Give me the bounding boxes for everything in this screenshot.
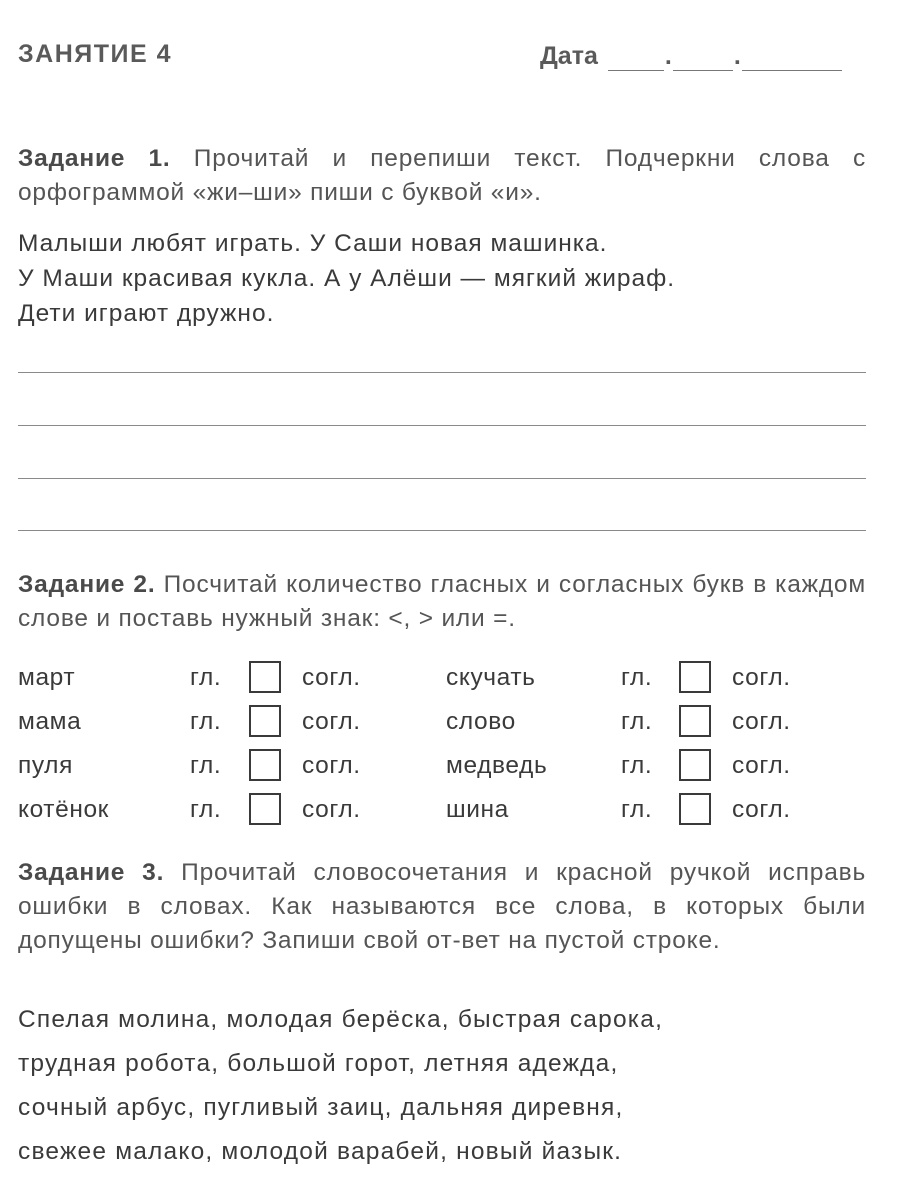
word: медведь: [446, 752, 548, 779]
comparison-row: [0, 658, 900, 698]
answer-line[interactable]: [18, 478, 866, 479]
comparison-box[interactable]: [249, 661, 281, 693]
date-label: Дата: [540, 42, 598, 70]
comparison-box[interactable]: [249, 793, 281, 825]
vowel-abbr: гл.: [621, 796, 653, 823]
consonant-abbr: согл.: [732, 708, 791, 735]
consonant-abbr: согл.: [732, 752, 791, 779]
comparison-box[interactable]: [679, 705, 711, 737]
word: мама: [18, 708, 82, 735]
lesson-title: ЗАНЯТИЕ 4: [18, 40, 173, 68]
date-day-blank[interactable]: [608, 44, 664, 71]
date-field: [540, 42, 842, 71]
comparison-row: [0, 702, 900, 742]
task-1-instruction: [18, 142, 866, 210]
vowel-abbr: гл.: [190, 752, 222, 779]
comparison-box[interactable]: [679, 793, 711, 825]
word: котёнок: [18, 796, 110, 823]
date-separator: .: [733, 42, 741, 70]
phrase-line: сочный арбус, пугливый заиц, дальняя диревня,: [18, 1094, 624, 1121]
vowel-abbr: гл.: [190, 796, 222, 823]
consonant-abbr: согл.: [302, 752, 361, 779]
word: скучать: [446, 664, 536, 691]
consonant-abbr: согл.: [302, 796, 361, 823]
vowel-abbr: гл.: [621, 664, 653, 691]
word: март: [18, 664, 76, 691]
word: шина: [446, 796, 509, 823]
consonant-abbr: согл.: [732, 796, 791, 823]
date-separator: .: [664, 42, 672, 70]
task-2-instruction: [18, 568, 866, 636]
phrase-line: Спелая молина, молодая берёска, быстрая сарока,: [18, 1006, 664, 1033]
task-1-text: Прочитай и перепиши текст. Подчеркни слова с орфограммой «жи–ши» пиши с буквой «и».: [18, 145, 867, 206]
vowel-abbr: гл.: [190, 664, 222, 691]
answer-line[interactable]: [18, 425, 866, 426]
consonant-abbr: согл.: [732, 664, 791, 691]
task-1-passage-line: Малыши любят играть. У Саши новая машинка.: [18, 230, 608, 257]
word: слово: [446, 708, 516, 735]
date-month-blank[interactable]: [673, 44, 733, 71]
phrase-line: трудная робота, большой горот, летняя адежда,: [18, 1050, 619, 1077]
task-3-instruction: [18, 856, 866, 958]
task-1-label: Задание 1.: [18, 145, 171, 172]
task-1-passage-line: Дети играют дружно.: [18, 300, 275, 327]
word: пуля: [18, 752, 73, 779]
answer-line[interactable]: [18, 530, 866, 531]
consonant-abbr: согл.: [302, 708, 361, 735]
vowel-abbr: гл.: [621, 752, 653, 779]
task-2-label: Задание 2.: [18, 571, 156, 598]
task-3-text: Прочитай словосочетания и красной ручкой исправь ошибки в словах. Как называются все слова, в которых были допущены ошибки? Запиши свой от-вет на пустой строке.: [18, 859, 867, 954]
task-3-label: Задание 3.: [18, 859, 165, 886]
comparison-box[interactable]: [249, 705, 281, 737]
vowel-abbr: гл.: [190, 708, 222, 735]
phrase-line: свежее малако, молодой варабей, новый йазык.: [18, 1138, 623, 1165]
comparison-box[interactable]: [249, 749, 281, 781]
date-year-blank[interactable]: [742, 44, 842, 71]
vowel-abbr: гл.: [621, 708, 653, 735]
task-1-passage-line: У Маши красивая кукла. А у Алёши — мягкий жираф.: [18, 265, 676, 292]
consonant-abbr: согл.: [302, 664, 361, 691]
comparison-row: [0, 746, 900, 786]
answer-line[interactable]: [18, 372, 866, 373]
comparison-row: [0, 790, 900, 830]
comparison-box[interactable]: [679, 749, 711, 781]
comparison-box[interactable]: [679, 661, 711, 693]
task-2-text: Посчитай количество гласных и согласных букв в каждом слове и поставь нужный знак: <, > или =.: [18, 571, 867, 632]
